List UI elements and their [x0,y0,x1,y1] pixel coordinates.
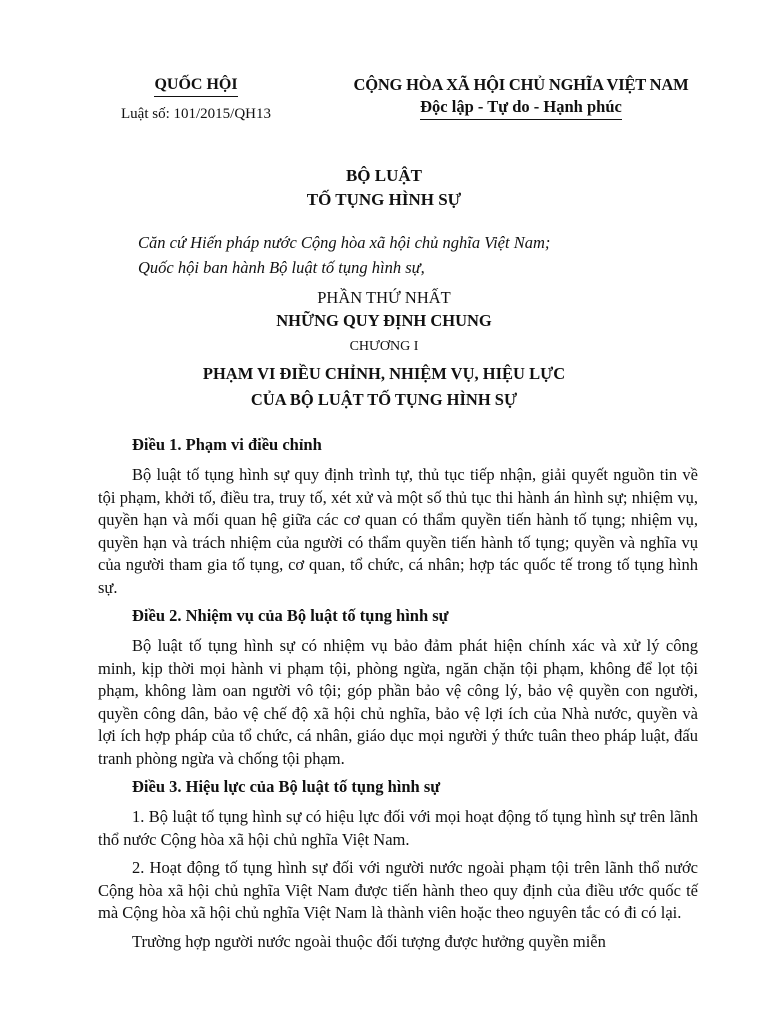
law-number: Luật số: 101/2015/QH13 [121,106,271,122]
chapter-title-line-2: CỦA BỘ LUẬT TỐ TỤNG HÌNH SỰ [250,390,518,409]
national-heading [336,74,706,120]
title-line-1: BỘ LUẬT [345,166,423,185]
preamble [138,230,698,280]
article-3-title: Điều 3. Hiệu lực của Bộ luật tố tụng hình sự [132,777,441,796]
preamble-line-1: Căn cứ Hiến pháp nước Cộng hòa xã hội chủ nghĩa Việt Nam; [138,233,551,252]
article-1-title: Điều 1. Phạm vi điều chỉnh [132,435,322,454]
part-label: PHẦN THỨ NHẤT [317,288,451,307]
article-2-paragraph-1: Bộ luật tố tụng hình sự có nhiệm vụ bảo đảm phát hiện chính xác và xử lý công minh, kịp thời mọi hành vi phạm tội, phòng ngừa, ngăn chặn tội phạm, không để lọt tội phạm, không làm oan người vô tội; góp phần bảo vệ công lý, bảo vệ quyền con người, quyền công dân, bảo vệ chế độ xã hội chủ nghĩa, bảo vệ lợi ích của Nhà nước, quyền và lợi ích hợp pháp của tổ chức, cá nhân, giáo dục mọi người ý thức tuân theo pháp luật, đấu tranh phòng ngừa và chống tội phạm. [98,636,698,768]
article-3-paragraph-1: 1. Bộ luật tố tụng hình sự có hiệu lực đối với mọi hoạt động tố tụng hình sự trên lãnh thổ nước Cộng hòa xã hội chủ nghĩa Việt Nam. [98,807,698,849]
chapter-title-line-1: PHẠM VI ĐIỀU CHỈNH, NHIỆM VỤ, HIỆU LỰC [202,364,566,383]
title-line-2: TỐ TỤNG HÌNH SỰ [306,190,462,209]
part-heading [0,287,768,411]
document-title [0,164,768,212]
document-body [98,432,698,953]
issuing-organization: QUỐC HỘI [154,74,237,97]
chapter-label: CHƯƠNG I [349,339,419,354]
article-2-title: Điều 2. Nhiệm vụ của Bộ luật tố tụng hình sự [132,606,449,625]
national-motto: Độc lập - Tự do - Hạnh phúc [420,96,622,120]
country-name: CỘNG HÒA XÃ HỘI CHỦ NGHĨA VIỆT NAM [353,75,689,94]
article-1-paragraph-1: Bộ luật tố tụng hình sự quy định trình tự, thủ tục tiếp nhận, giải quyết nguồn tin về tội phạm, khởi tố, điều tra, truy tố, xét xử và một số thủ tục thi hành án hình sự; nhiệm vụ, quyền hạn và mối quan hệ giữa các cơ quan có thẩm quyền tiến hành tố tụng; nhiệm vụ, quyền hạn và trách nhiệm của người có thẩm quyền tiến hành tố tụng; quyền và nghĩa vụ của người tham gia tố tụng, cơ quan, tổ chức, cá nhân; hợp tác quốc tế trong tố tụng hình sự. [98,465,698,597]
preamble-line-2: Quốc hội ban hành Bộ luật tố tụng hình sự, [138,258,425,277]
article-3-paragraph-2: 2. Hoạt động tố tụng hình sự đối với người nước ngoài phạm tội trên lãnh thổ nước Cộng hòa xã hội chủ nghĩa Việt Nam được tiến hành theo quy định của điều ước quốc tế mà Cộng hòa xã hội chủ nghĩa Việt Nam là thành viên hoặc theo nguyên tắc có đi có lại. [98,858,698,922]
part-title: NHỮNG QUY ĐỊNH CHUNG [276,311,492,330]
issuer-block [96,74,296,125]
article-3-paragraph-3: Trường hợp người nước ngoài thuộc đối tượng được hưởng quyền miễn [132,931,606,951]
